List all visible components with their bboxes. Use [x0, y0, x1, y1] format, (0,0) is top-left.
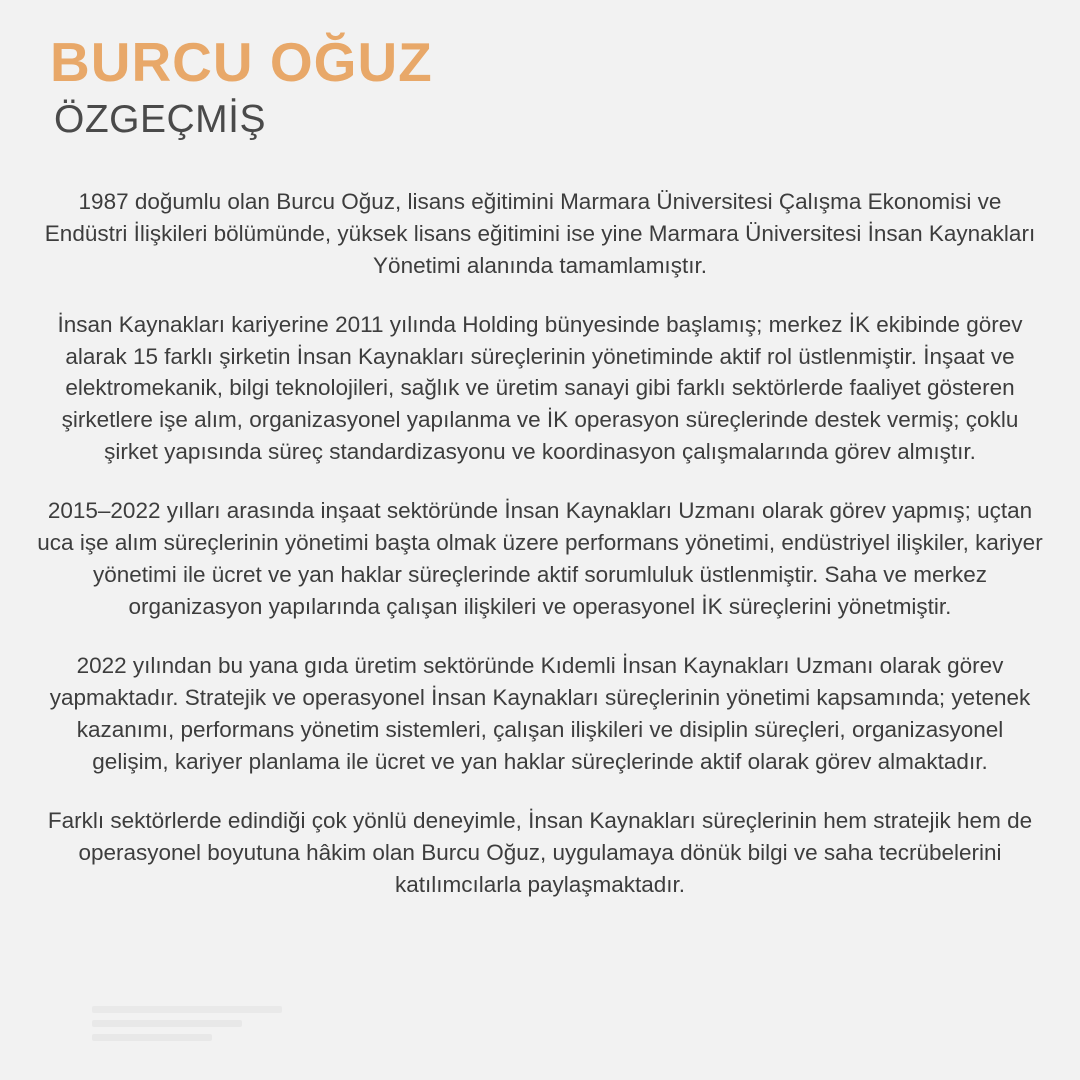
paragraph-summary: Farklı sektörlerde edindiği çok yönlü deneyimle, İnsan Kaynakları süreçlerinin hem stratejik hem de operasyonel boyutuna hâkim olan Burcu Oğuz, uygulamaya dönük bilgi ve saha tecrübelerini katılımcılarla paylaşmaktadır. [47, 807, 1033, 897]
paragraph-2015-2022: 2015–2022 yılları arasında inşaat sektöründe İnsan Kaynakları Uzmanı olarak görev yapmış; uçtan uca işe alım süreçlerinin yönetimi başta olmak üzere performans yönetimi, endüstriyel ilişkiler, kariyer yönetimi ile ücret ve yan haklar süreçlerinde aktif sorumluluk üstlenmiştir. Saha ve merkez organizasyon yapılarında çalışan ilişkileri ve operasyonel İK süreçlerini yönetmiştir. [37, 498, 1043, 620]
watermark-line [92, 1020, 242, 1027]
biography-body [26, 186, 1054, 901]
watermark-line [92, 1034, 212, 1041]
paragraph-career-start: İnsan Kaynakları kariyerine 2011 yılında Holding bünyesinde başlamış; merkez İK ekibinde görev alarak 15 farklı şirketin İnsan Kaynakları süreçlerinin yönetiminde aktif rol üstlenmiştir. İnşaat ve elektromekanik, bilgi teknolojileri, sağlık ve üretim sanayi gibi farklı sektörlerde faaliyet gösteren şirketlere işe alım, organizasyonel yapılanma ve İK operasyon süreçlerinde destek vermiş; çoklu şirket yapısında süreç standardizasyonu ve koordinasyon çalışmalarında görev almıştır. [57, 311, 1023, 465]
watermark-logo [92, 1006, 302, 1068]
paragraph-2022-present: 2022 yılından bu yana gıda üretim sektöründe Kıdemli İnsan Kaynakları Uzmanı olarak görev yapmaktadır. Stratejik ve operasyonel İnsan Kaynakları süreçlerinin yönetimi kapsamında; yetenek kazanımı, performans yönetim sistemleri, çalışan ilişkileri ve disiplin süreçleri, organizasyonel gelişim, kariyer planlama ile ücret ve yan haklar süreçlerinde aktif olarak görev almaktadır. [49, 653, 1031, 774]
page-subtitle: ÖZGEÇMİŞ [54, 97, 267, 141]
page-title: BURCU OĞUZ [50, 31, 433, 93]
paragraph-education: 1987 doğumlu olan Burcu Oğuz, lisans eğitimini Marmara Üniversitesi Çalışma Ekonomisi ve Endüstri İlişkileri bölümünde, yüksek lisans eğitimini ise yine Marmara Üniversitesi İnsan Kaynakları Yönetimi alanında tamamlamıştır. [44, 188, 1036, 278]
header [26, 31, 1054, 142]
watermark-line [92, 1006, 282, 1013]
